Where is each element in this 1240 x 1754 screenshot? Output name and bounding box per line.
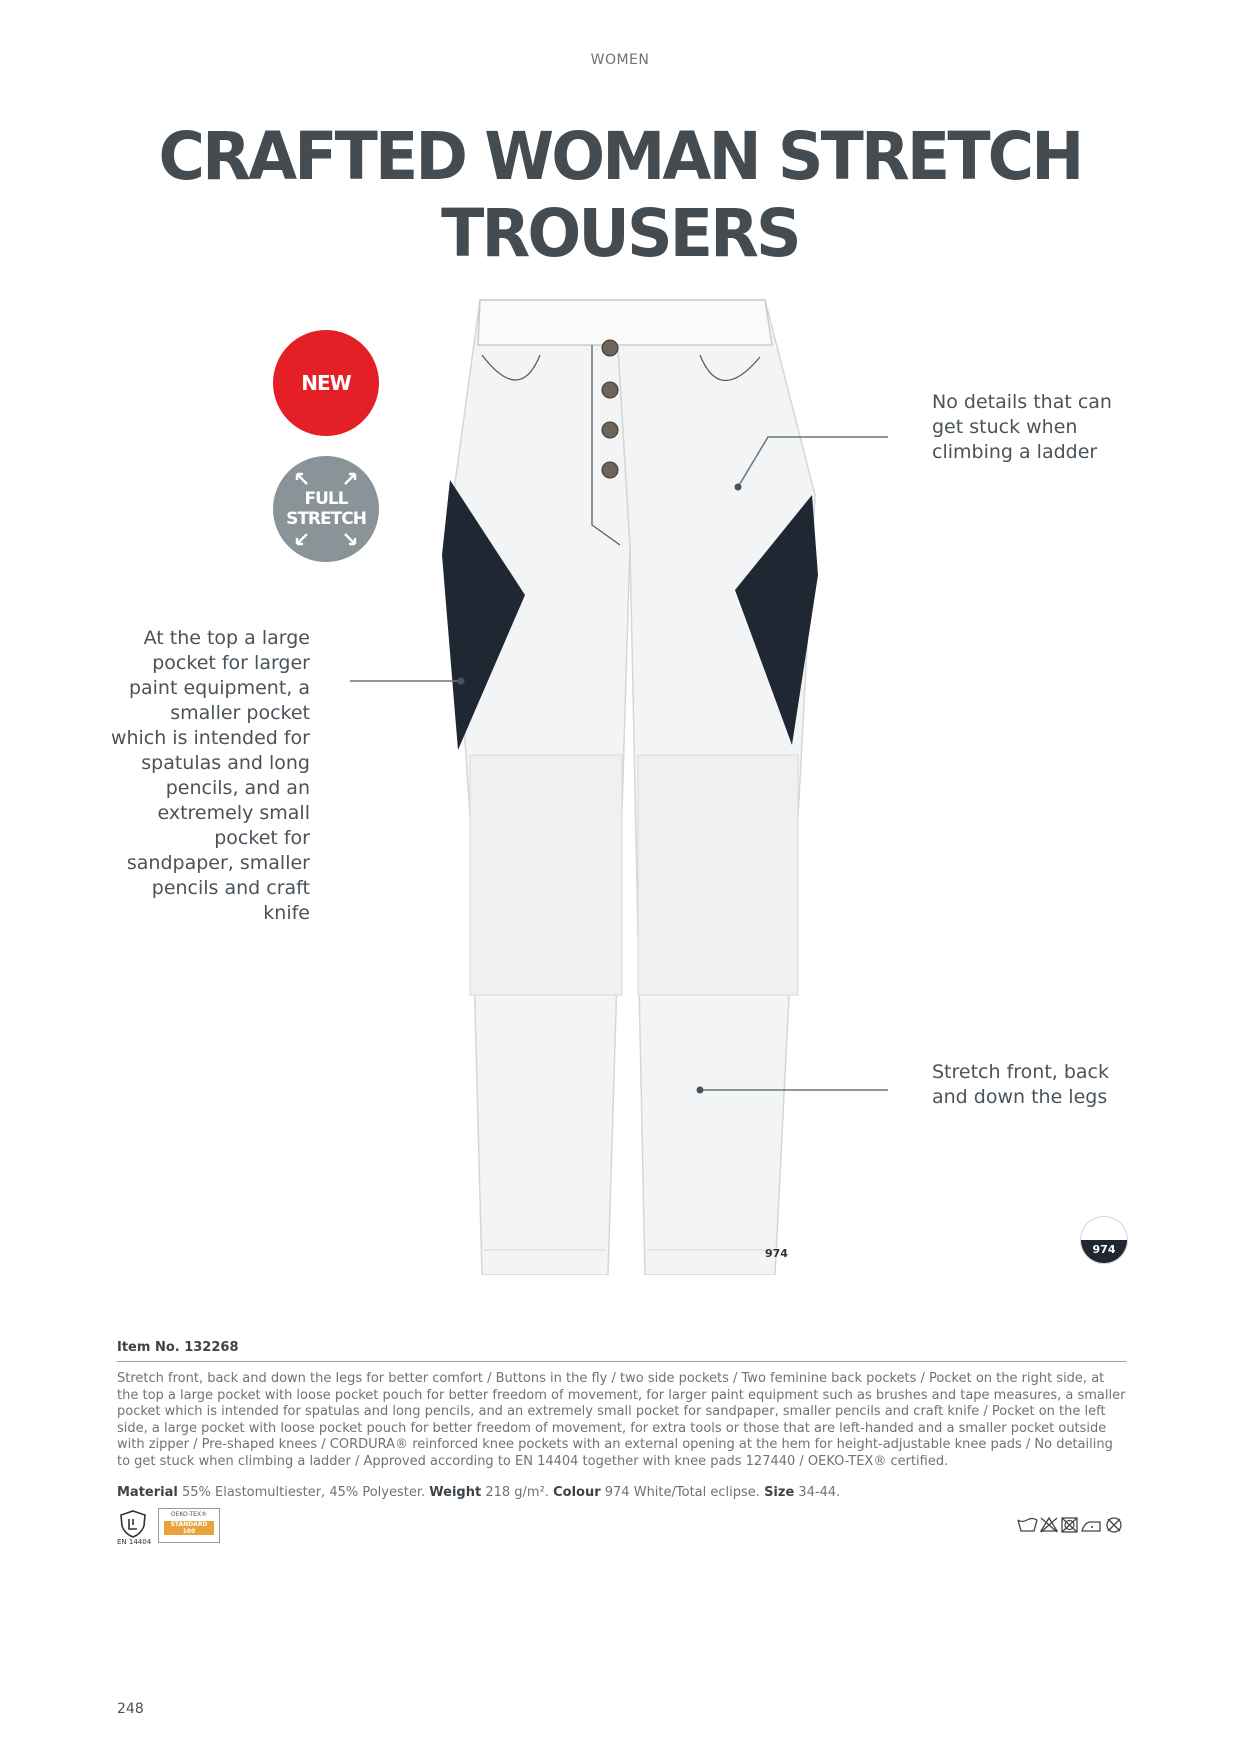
no-bleach-icon <box>1041 1518 1057 1532</box>
swatch-label: 974 <box>1081 1240 1127 1263</box>
size-value: 34-44. <box>798 1485 841 1500</box>
stretch-badge-line1: FULL <box>304 489 348 509</box>
colour-label: Colour <box>553 1485 601 1500</box>
weight-value: 218 g/m². <box>485 1485 549 1500</box>
color-swatch[interactable] <box>1080 1216 1128 1264</box>
product-description: Stretch front, back and down the legs for better comfort / Buttons in the fly / two side pockets / Two feminine back pockets / Pocket on the right side, at the top a large pocket with loose pocket pouch for better freedom of movement, for larger paint equipment such as brushes and tape measures, a smaller pocket which is intended for spatulas and long pencils, and an extremely small pocket for sandpaper, smaller pencils and craft knife / Pocket on the left side, a large pocket with loose pocket pouch for better freedom of movement, for extra tools or those that are left-handed and a smaller pocket outside with zipper / Pre-shaped knees / CORDURA® reinforced knee pockets with an external opening at the hem for height-adjustable knee pads / No detailing to get stuck when climbing a ladder / Approved according to EN 14404 together with knee pads 127440 / OEKO-TEX® certified. <box>117 1371 1126 1469</box>
callout-pockets: At the top a large pocket for larger paint equipment, a smaller pocket which is intended for spatulas and long pencils, and an extremely small pocket for sandpaper, smaller pencils and craft knife <box>110 627 310 924</box>
size-label: Size <box>764 1485 795 1500</box>
en14404-shield-icon <box>117 1510 149 1538</box>
oeko-line1: OEKO-TEX® <box>170 1511 208 1518</box>
colour-value: 974 White/Total eclipse. <box>604 1485 760 1500</box>
stretch-badge-line2: STRETCH <box>286 509 366 529</box>
page-number: 248 <box>117 1701 144 1717</box>
no-tumble-dry-icon <box>1062 1518 1077 1532</box>
section-label: WOMEN <box>590 52 650 68</box>
iron-icon <box>1082 1522 1100 1531</box>
callout-no-details: No details that can get stuck when climbing a ladder <box>932 391 1112 463</box>
en14404-label: EN 14404 <box>117 1538 152 1546</box>
no-dry-clean-icon <box>1107 1518 1121 1532</box>
oeko-tex-label <box>158 1508 220 1543</box>
weight-label: Weight <box>429 1485 482 1500</box>
page-title: CRAFTED WOMAN STRETCH TROUSERS <box>158 118 1082 272</box>
oeko-line2: STANDARD 100 <box>164 1521 214 1535</box>
product-color-code: 974 <box>765 1247 788 1260</box>
care-symbols <box>1017 1516 1129 1534</box>
wash-60-icon <box>1018 1519 1037 1532</box>
material-label: Material <box>117 1485 178 1500</box>
material-value: 55% Elastomultiester, 45% Polyester. <box>181 1485 426 1500</box>
divider <box>117 1361 1126 1362</box>
new-badge-label: NEW <box>301 371 351 395</box>
item-number: Item No. 132268 <box>117 1340 239 1355</box>
spec-line <box>117 1485 840 1500</box>
callout-stretch: Stretch front, back and down the legs <box>932 1061 1110 1108</box>
